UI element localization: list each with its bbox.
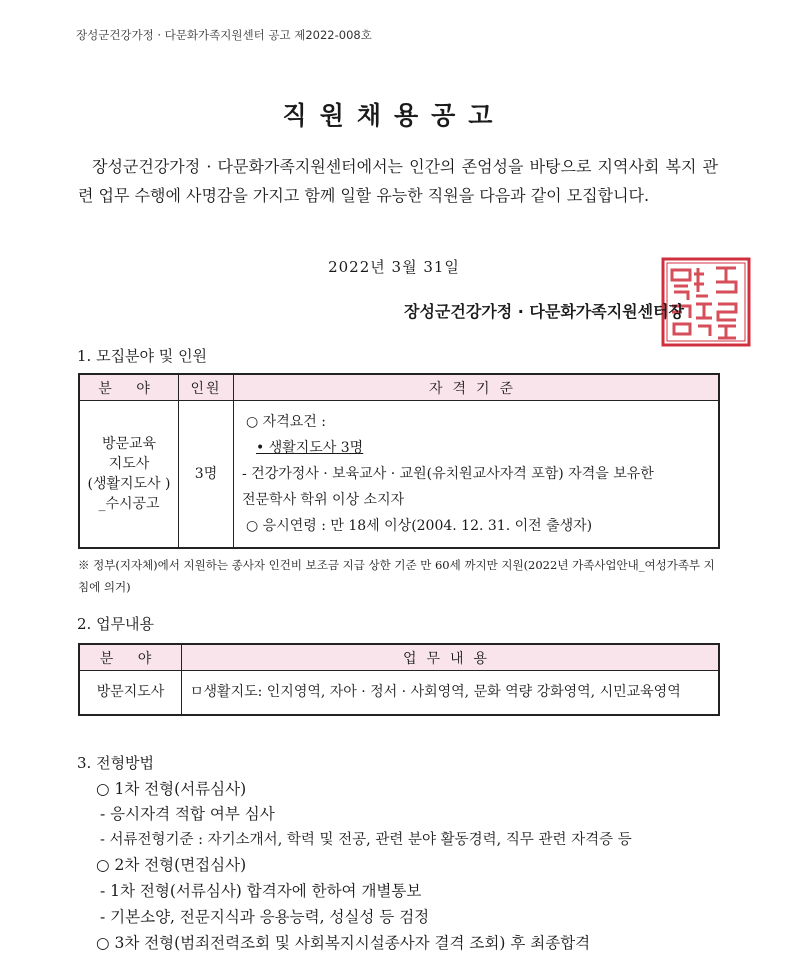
selection-step: ○ 2차 전형(면접심사) [96,856,247,874]
requirement-line: ○ 자격요건 : [246,414,326,430]
duty-field-cell: 방문지도사 [79,671,182,715]
section-3-heading: 3. 전형방법 [77,754,155,772]
requirement-line: • 생활지도사 3명 [256,440,364,456]
section-1-heading: 1. 모집분야 및 인원 [77,347,208,365]
duties-table [78,643,720,716]
footnote: ※ 정부(지자체)에서 지원하는 종사자 인건비 보조금 지급 상한 기준 만 60세 까지만 지원(2022년 가족사업안내_여성가족부 지침에 의거) [78,558,715,594]
selection-detail: - 서류전형기준 : 자기소개서, 학력 및 전공, 관련 분야 활동경력, 직무 관련 자격증 등 [100,832,632,848]
requirement-line: ○ 응시연령 : 만 18세 이상(2004. 12. 31. 이전 출생자) [246,518,593,534]
field-line: 방문교육 [101,436,157,452]
header-field: 분 야 [79,644,182,671]
selection-detail: - 응시자격 적합 여부 심사 [100,805,275,823]
header-field: 분 야 [79,374,179,401]
header-count: 인원 [179,374,234,401]
duty-description-cell: ㅁ생활지도: 인지영역, 자아 · 정서 · 사회영역, 문화 역량 강화영역, 시민교육영역 [182,671,720,715]
field-cell [79,401,179,549]
header-qualification: 자격기준 [234,374,720,401]
qualification-cell [234,401,720,549]
page-title: 직원채용공고 [282,101,506,130]
field-line: 지도사 [108,456,150,472]
announcement-date: 2022년 3월 31일 [328,258,460,276]
selection-step: ○ 1차 전형(서류심사) [96,780,247,798]
count-cell: 3명 [179,401,234,549]
selection-detail: - 1차 전형(서류심사) 합격자에 한하여 개별통보 [100,882,422,900]
header-duties: 업무내용 [182,644,720,671]
intro-paragraph: 장성군건강가정 · 다문화가족지원센터에서는 인간의 존엄성을 바탕으로 지역사회 복지 관련 업무 수행에 사명감을 가지고 함께 일할 유능한 직원을 다음과 같이 모집합니다. [78,157,718,205]
requirement-line: - 건강가정사 · 보육교사 · 교원(유치원교사자격 포함) 자격을 보유한 [242,466,654,482]
requirement-line: 전문학사 학위 이상 소지자 [242,492,405,508]
selection-step: ○ 3차 전형(범죄전력조회 및 사회복지시설종사자 결격 조회) 후 최종합격 [96,934,591,952]
field-line: _수시공고 [98,496,160,512]
recruitment-table [78,373,720,549]
section-2-heading: 2. 업무내용 [77,615,155,633]
signer-name: 장성군건강가정 · 다문화가족지원센터장 [404,302,684,321]
announcement-number: 장성군건강가정 · 다문화가족지원센터 공고 제2022-008호 [76,28,372,42]
selection-detail: - 기본소양, 전문지식과 응용능력, 성실성 등 검정 [100,908,430,926]
field-line: (생활지도사 ) [87,476,171,492]
